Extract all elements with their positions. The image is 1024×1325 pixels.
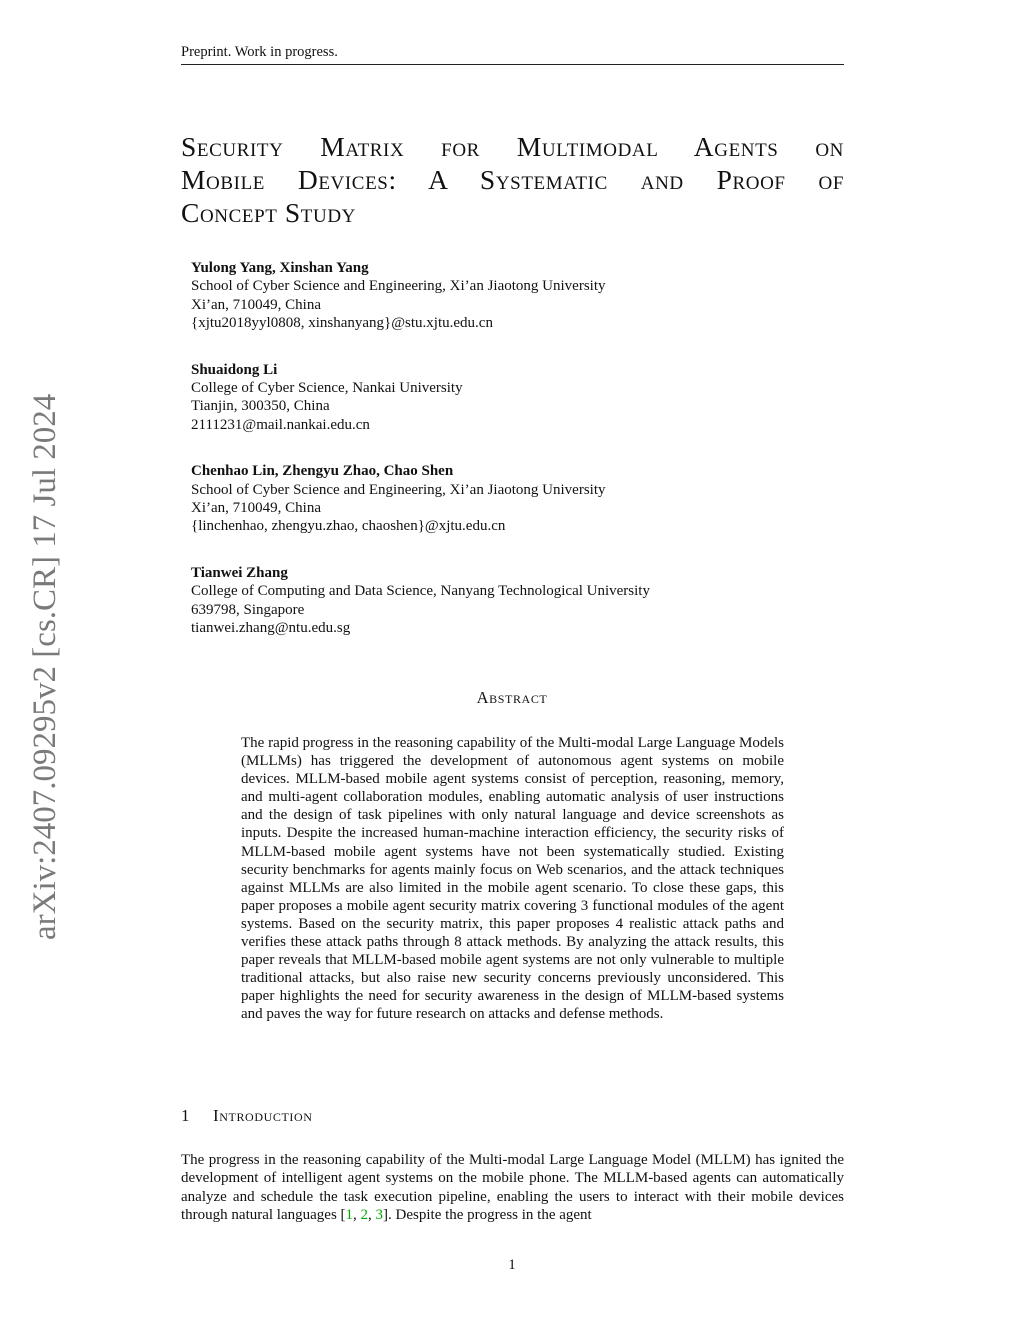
author-affiliation: School of Cyber Science and Engineering, Xi’an Jiaotong University — [191, 481, 606, 498]
intro-text: The progress in the reasoning capability of the Multi-modal Large Language Model (MLLM) has ignited the development of intelligent agent systems on the mobile phone. The MLLM-based agents can automatically analyze and schedule the task execution pipeline, enabling the users to interact with their mobile devices through natural languages [ — [181, 1152, 844, 1224]
author-names: Yulong Yang, Xinshan Yang — [191, 260, 369, 276]
author-email: 2111231@mail.nankai.edu.cn — [191, 416, 370, 433]
author-block — [191, 462, 831, 536]
abstract-heading: Abstract — [476, 688, 548, 707]
author-list — [191, 259, 831, 666]
page-number: 1 — [508, 1257, 516, 1273]
author-affiliation: School of Cyber Science and Engineering, Xi’an Jiaotong University — [191, 278, 606, 295]
author-email: tianwei.zhang@ntu.edu.sg — [191, 620, 351, 637]
author-names: Chenhao Lin, Zhengyu Zhao, Chao Shen — [191, 463, 454, 480]
author-email: {linchenhao, zhengyu.zhao, chaoshen}@xjtu.edu.cn — [191, 518, 506, 535]
intro-text: ]. Despite the progress in the agent — [383, 1207, 592, 1224]
section-title: Introduction — [213, 1106, 313, 1125]
author-names: Tianwei Zhang — [191, 564, 288, 581]
paper-title — [181, 130, 844, 229]
arxiv-identifier[interactable]: arXiv:2407.09295v2 [cs.CR] 17 Jul 2024 — [27, 393, 63, 940]
author-block — [191, 564, 831, 638]
author-location: Tianjin, 300350, China — [191, 398, 330, 415]
author-email: {xjtu2018yyl0808, xinshanyang}@stu.xjtu.edu.cn — [191, 315, 493, 332]
section-number: 1 — [181, 1106, 191, 1125]
title-line: Mobile Devices: A Systematic and Proof of — [181, 164, 844, 195]
running-head: Preprint. Work in progress. — [181, 44, 844, 65]
abstract-text: The rapid progress in the reasoning capability of the Multi-modal Large Language Models (MLLMs) has triggered the development of autonomous agent systems on mobile devices. MLLM-based mobile agent systems consist of perception, reasoning, memory, and multi-agent collaboration modules, enabling automatic analysis of user instructions and the design of task pipelines with only natural language and device screenshots as inputs. Despite the increased human-machine interaction efficiency, the security risks of MLLM-based mobile agent systems have not been systematically studied. Existing security benchmarks for agents mainly focus on Web scenarios, and the attack techniques against MLLMs are also limited in the mobile agent scenario. To close these gaps, this paper proposes a mobile agent security matrix covering 3 functional modules of the agent systems. Based on the security matrix, this paper proposes 4 realistic attack paths and verifies these attack paths through 8 attack methods. By analyzing the attack results, this paper reveals that MLLM-based mobile agent systems are not only vulnerable to multiple traditional attacks, but also raise new security concerns previously unconsidered. This paper highlights the need for security awareness in the design of MLLM-based systems and paves the way for future research on attacks and defense methods. — [241, 735, 784, 1023]
author-location: Xi’an, 710049, China — [191, 296, 321, 313]
author-affiliation: College of Cyber Science, Nankai University — [191, 380, 463, 397]
introduction-paragraph: The progress in the reasoning capability of the Multi-modal Large Language Model (MLLM) has ignited the development of intelligent agent systems on the mobile phone. The MLLM-based agents can automatically analyze and schedule the task execution pipeline, enabling the users to interact with their mobile devices through natural languages [1, 2, 3]. Despite the progress in the agent — [181, 1152, 844, 1224]
author-location: Xi’an, 710049, China — [191, 500, 321, 517]
author-block — [191, 259, 831, 333]
section-heading — [181, 1106, 313, 1126]
citation-link[interactable]: 1 — [345, 1207, 354, 1224]
citation-link[interactable]: 3 — [375, 1207, 384, 1224]
author-names: Shuaidong Li — [191, 361, 278, 378]
author-affiliation: College of Computing and Data Science, Nanyang Technological University — [191, 583, 650, 600]
author-location: 639798, Singapore — [191, 601, 305, 618]
author-block — [191, 361, 831, 435]
title-line: Security Matrix for Multimodal Agents on — [181, 131, 844, 162]
title-line: Concept Study — [181, 197, 356, 228]
citation-link[interactable]: 2 — [360, 1207, 369, 1224]
